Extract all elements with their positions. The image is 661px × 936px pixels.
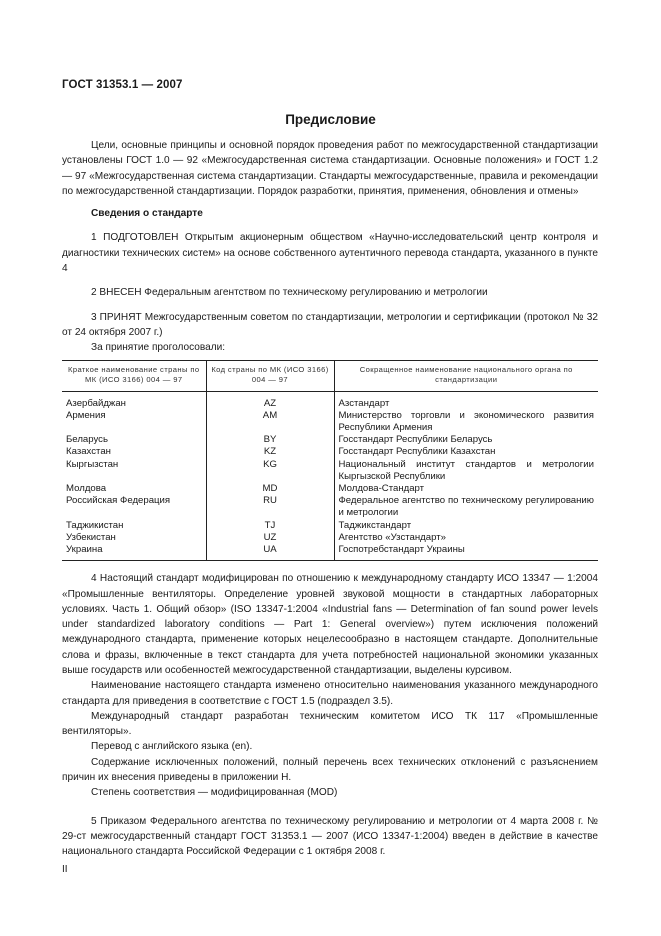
code-cell: BY	[206, 434, 334, 446]
organization-cell: Министерство торговли и экономического развития Республики Армения	[334, 410, 598, 434]
table-row	[62, 495, 598, 519]
country-cell: Кыргызстан	[66, 458, 119, 470]
organization-cell: Госпотребстандарт Украины	[334, 544, 598, 561]
country-cell: Казахстан	[66, 446, 111, 458]
item-5-paragraph: 5 Приказом Федерального агентства по техническому регулированию и метрологии от 4 марта 2008 г. № 29-ст межгосударственный стандарт ГОСТ 31353.1 — 2007 (ИСО 13347-1:2004) введен в действие в качестве национального стандарта Российской Федерации с 1 октября 2008 г.	[62, 815, 598, 858]
code-cell: TJ	[206, 520, 334, 532]
item-4-committee-paragraph: Международный стандарт разработан техническим комитетом ИСО ТК 117 «Промышленные вентиляторы».	[62, 710, 598, 738]
table-header-row	[62, 360, 598, 391]
page-number: II	[62, 864, 68, 875]
table-row	[62, 459, 598, 483]
organization-cell: Федеральное агентство по техническому регулированию и метрологии	[334, 495, 598, 519]
document-header: ГОСТ 31353.1 — 2007	[62, 79, 183, 91]
item-3-paragraph: 3 ПРИНЯТ Межгосударственным советом по стандартизации, метрологии и сертификации (протокол № 32 от 24 октября 2007 г.)	[62, 311, 598, 338]
table-row	[62, 446, 598, 458]
item-4-paragraph: 4 Настоящий стандарт модифицирован по отношению к международному стандарту ИСО 13347 — 1:2004 «Промышленные вентиляторы. Определение уровней звуковой мощности в стандартных лабораторных условиях. Часть 1. Общий обзор» (ISO 13347-1:2004 «Industrial fans — Determination of fan sound power levels under standardized laboratory conditions — Part 1: General overview») путем исключения положений международного стандарта, применение которых нецелесообразно в настоящем стандарте. Дополнительные слова и фразы, включенные в текст стандарта для учета потребностей национальной экономики указанных выше государств или особенностей межгосударственной стандартизации, выделены курсивом.	[62, 573, 598, 676]
organization-cell: Таджикстандарт	[334, 520, 598, 532]
country-cell: Армения	[66, 409, 106, 421]
page-title: Предисловие	[285, 112, 376, 127]
code-cell: UA	[206, 544, 334, 561]
table-header-code: Код страны по МК (ИСО 3166) 004 — 97	[206, 360, 334, 391]
table-row	[62, 410, 598, 434]
table-header-country: Краткое наименование страны по МК (ИСО 3166) 004 — 97	[62, 360, 206, 391]
code-cell: MD	[206, 483, 334, 495]
table-row	[62, 544, 598, 561]
code-cell: RU	[206, 495, 334, 519]
organization-cell: Молдова-Стандарт	[334, 483, 598, 495]
item-4-content-paragraph: Содержание исключенных положений, полный перечень всех технических отклонений с разъяснением причин их внесения приведены в приложении Н.	[62, 756, 598, 784]
voting-table	[62, 360, 598, 562]
country-cell: Таджикистан	[66, 519, 124, 531]
country-cell: Беларусь	[66, 434, 108, 446]
section-subheading: Сведения о стандарте	[91, 208, 203, 220]
item-1-paragraph: 1 ПОДГОТОВЛЕН Открытым акционерным обществом «Научно-исследовательский центр контроля и диагностики технических систем» на основе собственного аутентичного перевода стандарта, указанного в пункте 4	[62, 232, 598, 275]
organization-cell: Госстандарт Республики Казахстан	[334, 446, 598, 458]
table-row	[62, 391, 598, 410]
foreword-body	[62, 138, 598, 860]
item-2-paragraph: 2 ВНЕСЕН Федеральным агентством по техническому регулированию и метрологии	[91, 287, 488, 299]
code-cell: AZ	[206, 391, 334, 410]
organization-cell: Госстандарт Республики Беларусь	[334, 434, 598, 446]
table-row	[62, 520, 598, 532]
code-cell: KG	[206, 459, 334, 483]
item-4-name-paragraph: Наименование настоящего стандарта изменено относительно наименования указанного международного стандарта для приведения в соответствие с ГОСТ 1.5 (подраздел 3.5).	[62, 680, 598, 707]
intro-paragraph: Цели, основные принципы и основной порядок проведения работ по межгосударственной стандартизации установлены ГОСТ 1.0 — 92 «Межгосударственная система стандартизации. Основные положения» и ГОСТ 1.2 — 97 «Межгосударственная система стандартизации. Стандарты межгосударственные, правила и рекомендации по межгосударственной стандартизации. Порядок разработки, принятия, применения, обновления и отмены»	[62, 140, 598, 197]
organization-cell: Азстандарт	[334, 391, 598, 410]
table-row	[62, 532, 598, 544]
table-header-organization: Сокращенное наименование национального органа по стандартизации	[334, 360, 598, 391]
table-row	[62, 434, 598, 446]
country-cell: Украина	[62, 544, 206, 561]
table-row	[62, 483, 598, 495]
country-cell: Азербайджан	[66, 397, 126, 409]
organization-cell: Агентство «Узстандарт»	[334, 532, 598, 544]
country-cell: Узбекистан	[66, 531, 116, 543]
code-cell: KZ	[206, 446, 334, 458]
organization-cell: Национальный институт стандартов и метрологии Кыргызской Республики	[334, 459, 598, 483]
voted-caption: За принятие проголосовали:	[91, 342, 226, 354]
code-cell: UZ	[206, 532, 334, 544]
country-cell: Молдова	[66, 482, 107, 494]
code-cell: AM	[206, 410, 334, 434]
country-cell: Российская Федерация	[66, 495, 171, 507]
item-4-translation-paragraph: Перевод с английского языка (en).	[91, 741, 253, 753]
item-4-degree-paragraph: Степень соответствия — модифицированная (MOD)	[91, 787, 338, 799]
